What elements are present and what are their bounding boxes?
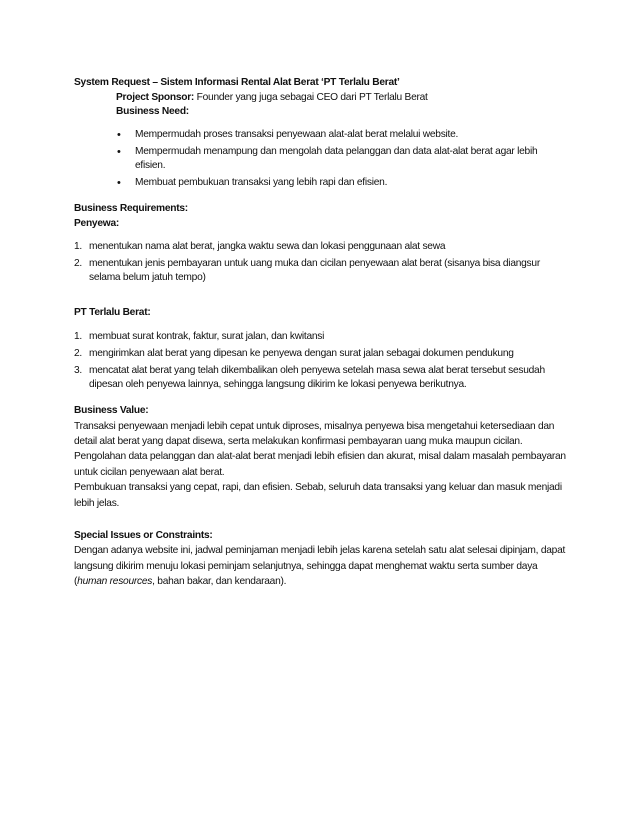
business-value-paragraph: Pembukuan transaksi yang cepat, rapi, dan efisien. Sebab, seluruh data transaksi yang keluar dan masuk menjadi lebih jelas. [74, 482, 562, 509]
list-item: • Mempermudah menampung dan mengolah data pelanggan dan data alat-alat berat agar lebih efisien. [114, 145, 569, 173]
business-need-list [74, 128, 569, 191]
business-value-heading: Business Value: [74, 405, 149, 417]
sponsor-label: Project Sponsor: [116, 92, 195, 104]
business-requirements-heading: Business Requirements: [74, 203, 188, 215]
list-item: 2. mengirimkan alat berat yang dipesan ke penyewa dengan surat jalan sebagai dokumen pendukung [74, 347, 514, 359]
sponsor-line [116, 91, 569, 105]
list-item: 1. membuat surat kontrak, faktur, surat jalan, dan kwitansi [74, 330, 325, 342]
list-item: • Membuat pembukuan transaksi yang lebih rapi dan efisien. [114, 176, 569, 190]
special-issues-heading: Special Issues or Constraints: [74, 530, 213, 542]
penyewa-heading: Penyewa: [74, 217, 119, 229]
list-item: 2. menentukan jenis pembayaran untuk uang muka dan cicilan penyewaan alat berat (sisanya bisa diangsur selama belum jatuh tempo) [74, 258, 540, 284]
italic-term: human resources [77, 576, 153, 588]
pt-heading: PT Terlalu Berat: [74, 307, 151, 319]
business-value-paragraph: Transaksi penyewaan menjadi lebih cepat untuk diproses, misalnya penyewa bisa mengetahui ketersediaan dan detail alat berat yang dapat disewa, serta melakukan konfirmasi pembayaran uang muka maupun cicilan. [74, 420, 555, 448]
list-item: • Mempermudah proses transaksi penyewaan alat-alat berat melalui website. [114, 128, 569, 142]
sponsor-value: Founder yang juga sebagai CEO dari PT Terlalu Berat [196, 92, 428, 104]
sponsor-block [74, 91, 569, 119]
document-title: System Request – Sistem Informasi Rental Alat Berat ‘PT Terlalu Berat’ [74, 77, 400, 88]
document-body [74, 76, 569, 590]
list-item: 3. mencatat alat berat yang telah dikembalikan oleh penyewa setelah masa sewa alat berat tersebut sesudah dipesan oleh penyewa lainnya, sehingga langsung dikirim ke lokasi penyewa berikutnya. [74, 365, 545, 391]
business-need-heading: Business Need: [116, 106, 189, 118]
business-value-paragraph: Pengolahan data pelanggan dan alat-alat berat menjadi lebih efisien dan akurat, misal dalam masalah pembayaran untuk cicilan penyewaan alat berat. [74, 451, 566, 478]
special-issues-paragraph: Dengan adanya website ini, jadwal peminjaman menjadi lebih jelas karena setelah satu alat selesai dipinjam, dapat langsung dikirim menuju lokasi peminjam selanjutnya, sehingga dapat menghemat waktu serta sumber daya (human resources, bahan bakar, dan kendaraan). [74, 545, 566, 588]
pt-list [74, 330, 569, 393]
list-item: 1. menentukan nama alat berat, jangka waktu sewa dan lokasi penggunaan alat sewa [74, 240, 446, 252]
penyewa-list [74, 240, 569, 286]
